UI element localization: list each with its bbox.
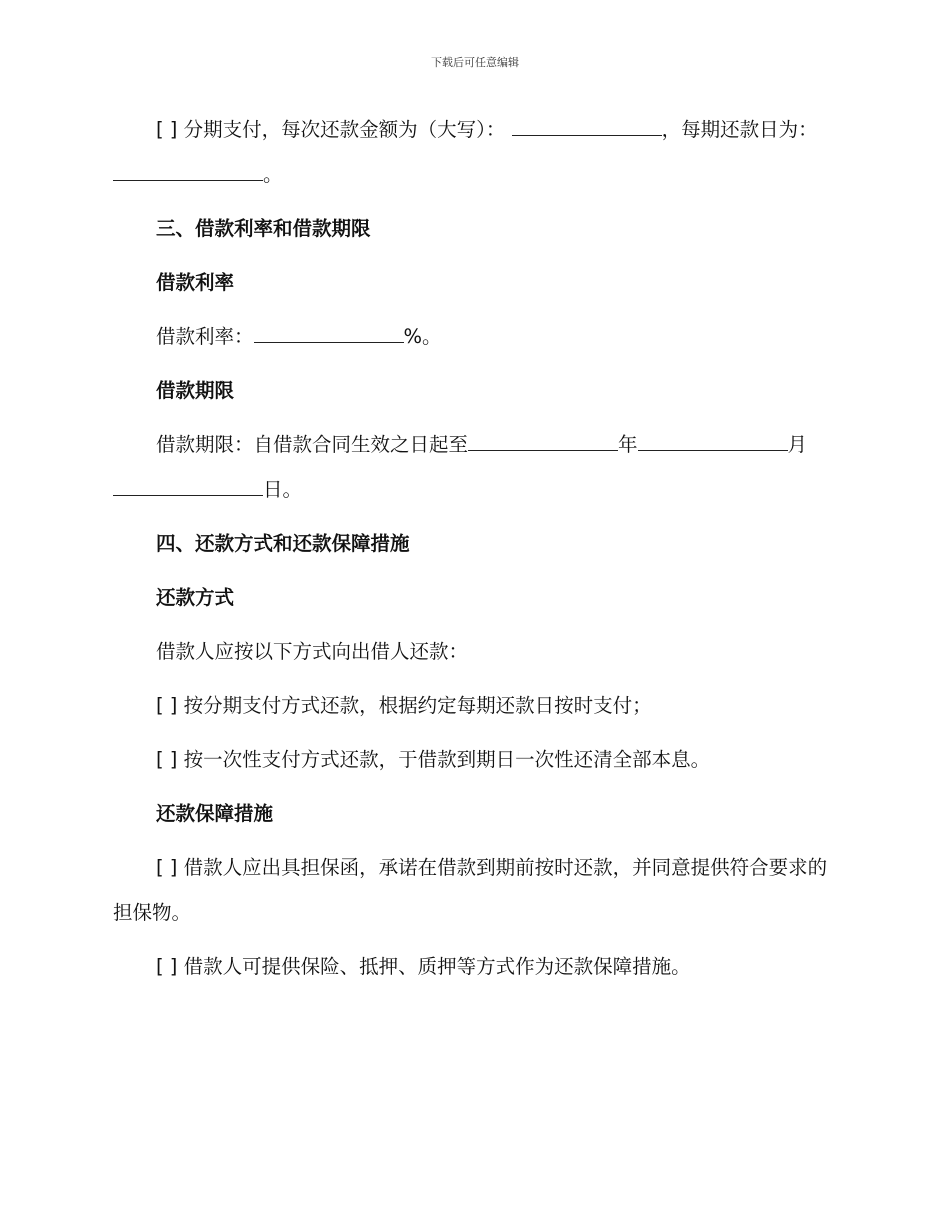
document-body [113,107,838,998]
interest-rate-blank[interactable] [254,326,404,343]
rate-text-b: %。 [403,325,442,348]
installment-amount-blank[interactable] [512,119,662,136]
term-text-b: 年 [618,433,638,456]
subheading-loan-term: 借款期限 [156,379,235,402]
term-day-blank[interactable] [113,479,263,496]
term-text-d: 日。 [263,478,303,501]
installment-payment-clause [113,107,838,197]
installment-text-c: 。 [263,163,283,186]
guarantee-option-collateral: [ ] 借款人可提供保险、抵押、质押等方式作为还款保障措施。 [156,955,691,978]
repayment-method-intro: 借款人应按以下方式向出借人还款： [156,640,469,663]
subheading-repayment-method: 还款方式 [156,586,235,609]
term-text-c: 月 [787,433,808,456]
repayment-option-lump-sum: [ ] 按一次性支付方式还款，于借款到期日一次性还清全部本息。 [156,748,711,771]
rate-text-a: 借款利率： [156,325,254,348]
page-header-note: 下载后可任意编辑 [431,56,519,69]
term-month-blank[interactable] [638,434,788,451]
term-year-blank[interactable] [468,434,618,451]
loan-term-clause [113,422,838,512]
term-text-a: 借款期限：自借款合同生效之日起至 [156,433,469,456]
section-heading-4: 四、还款方式和还款保障措施 [156,532,410,555]
section-heading-3: 三、借款利率和借款期限 [156,217,371,240]
subheading-repayment-guarantee: 还款保障措施 [156,802,274,825]
guarantee-option-letter: [ ] 借款人应出具担保函，承诺在借款到期前按时还款，并同意提供符合要求的担保物。 [113,856,828,924]
interest-rate-clause [113,314,838,359]
subheading-interest-rate: 借款利率 [156,271,235,294]
installment-text-b: ，每期还款日为： [661,118,818,141]
installment-text-a: [ ] 分期支付，每次还款金额为（大写）： [156,118,506,141]
repayment-option-installment: [ ] 按分期支付方式还款，根据约定每期还款日按时支付； [156,694,652,717]
installment-date-blank[interactable] [113,164,263,181]
